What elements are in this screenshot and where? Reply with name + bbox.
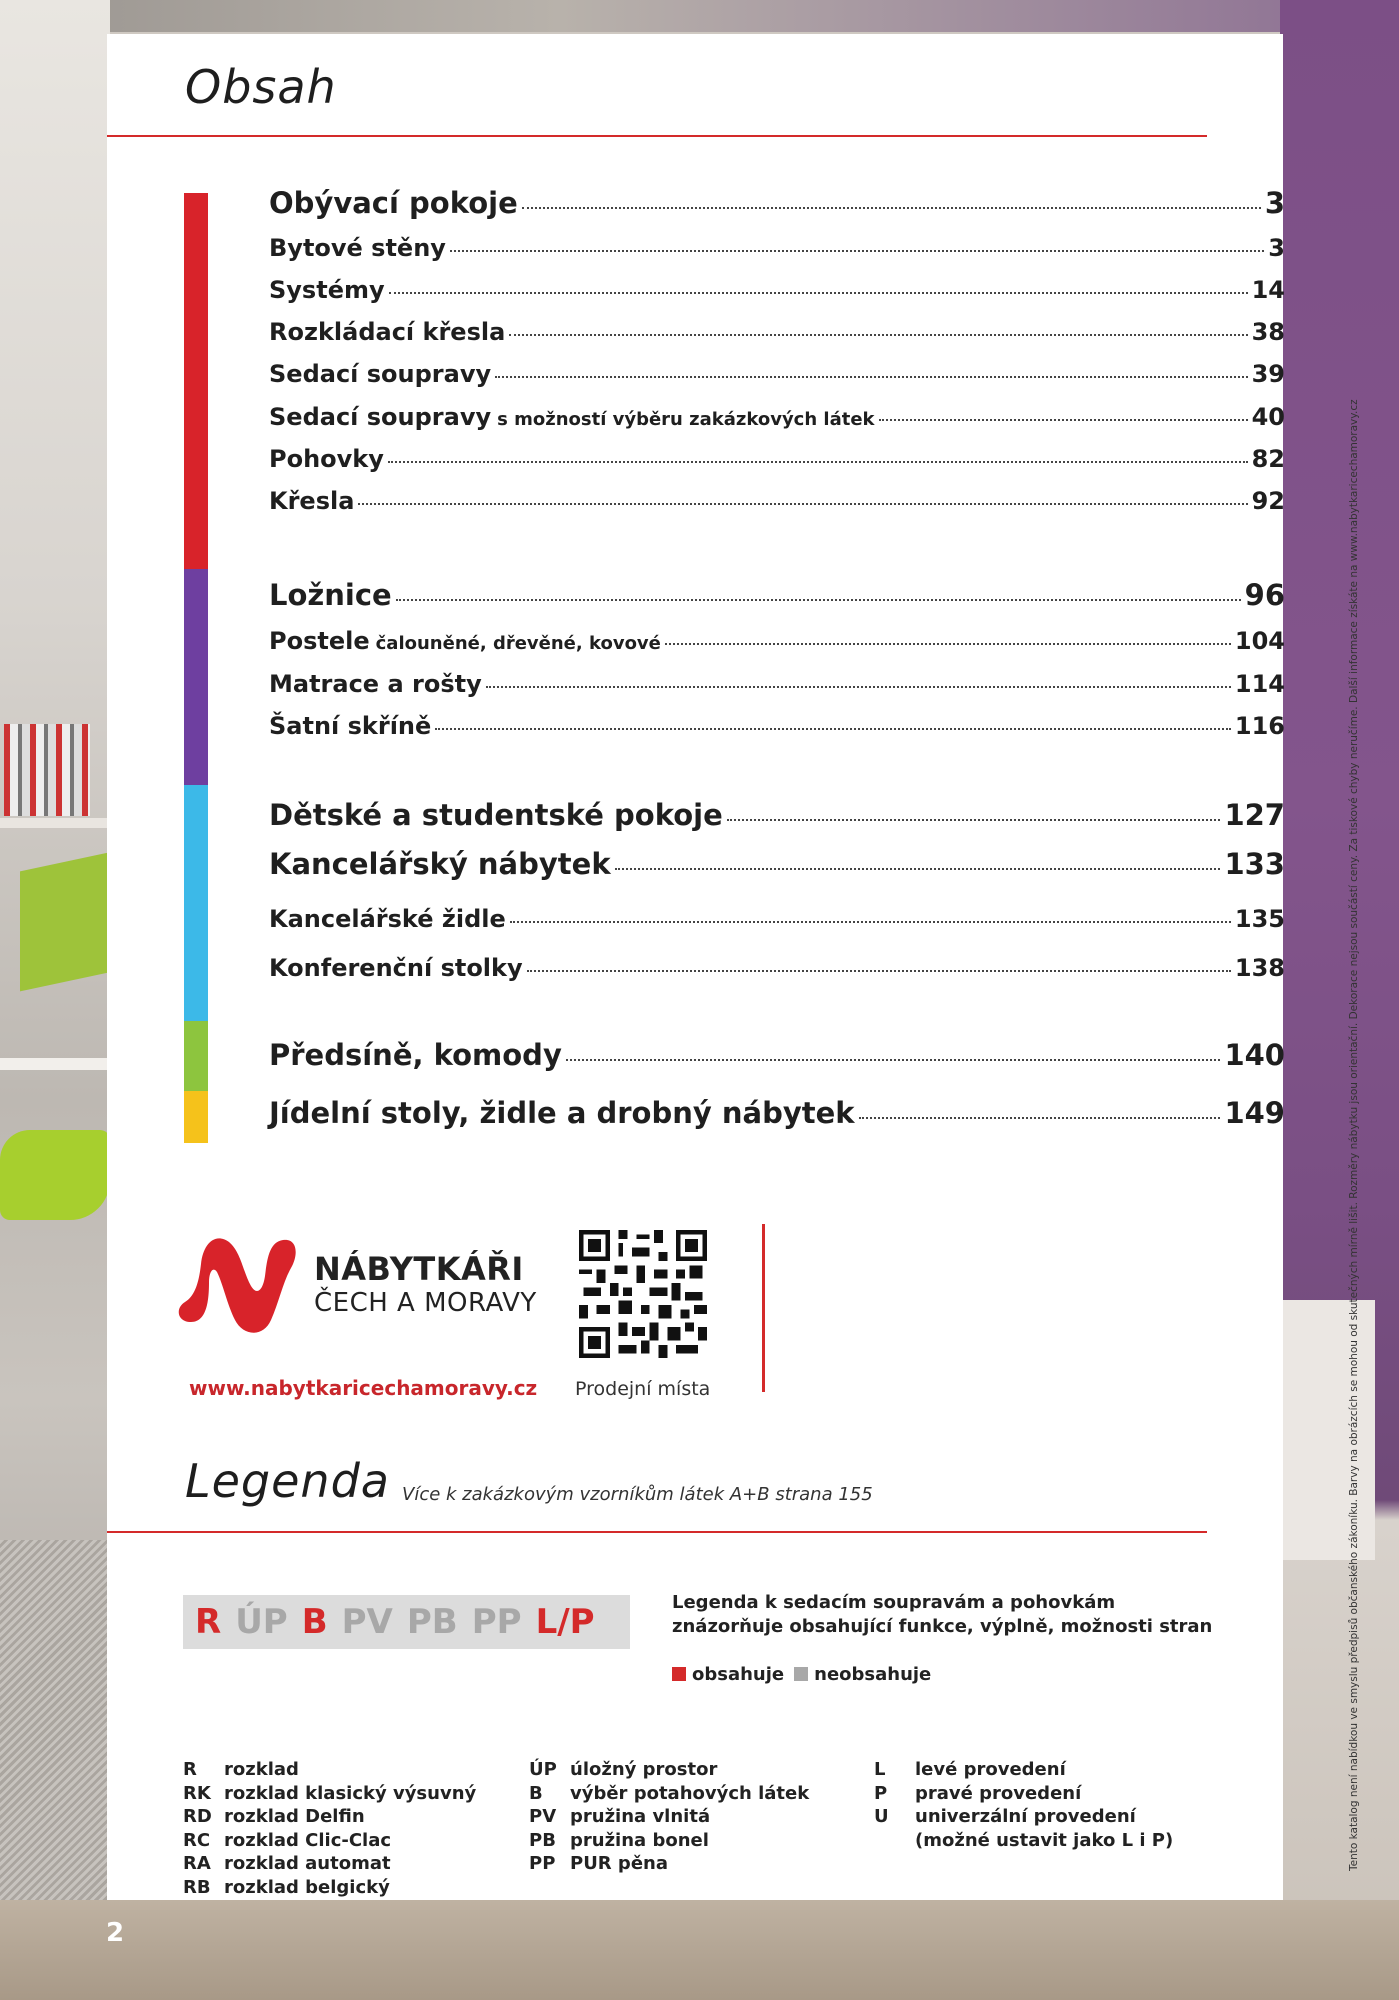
abbreviation-item: [529, 1805, 809, 1829]
abbreviation-key: RB: [183, 1876, 211, 1898]
toc-leader: [566, 1059, 1221, 1061]
toc-entry-page: 40: [1251, 403, 1285, 431]
toc-entry-page: 39: [1251, 360, 1285, 388]
feature-abbreviation-bar: [183, 1595, 630, 1649]
abbreviation-key: U: [874, 1806, 889, 1827]
gray-square-icon: [794, 1667, 808, 1681]
page-number: 2: [106, 1918, 125, 1948]
toc-leader: [486, 686, 1231, 688]
abbr-pb: PB: [406, 1602, 458, 1642]
background-chair: [0, 1130, 110, 1220]
legend-title: Legenda: [185, 1454, 390, 1508]
abbreviation-item: [183, 1829, 476, 1853]
abbreviation-item: [874, 1805, 1173, 1829]
abbreviation-key: PV: [529, 1806, 557, 1827]
toc-entry-page: 138: [1234, 954, 1285, 982]
toc-entry[interactable]: [269, 905, 1285, 933]
legend-key-not-contains: [794, 1664, 931, 1685]
qr-caption: Prodejní místa: [575, 1378, 711, 1400]
toc-leader: [522, 207, 1261, 209]
abbreviation-value: rozklad klasický výsuvný: [224, 1782, 477, 1804]
abbreviation-key: RK: [183, 1782, 211, 1804]
colorbar-living: [184, 193, 208, 569]
background-purple-wall: [1280, 0, 1399, 2000]
toc-entry[interactable]: [269, 712, 1285, 740]
background-floor: [0, 1900, 1399, 2000]
toc-entry-page: 127: [1224, 798, 1285, 832]
abbreviation-value: PUR pěna: [570, 1853, 668, 1874]
toc-entry[interactable]: [269, 1038, 1285, 1072]
background-books: [4, 724, 90, 816]
abbreviation-key: PB: [529, 1829, 556, 1851]
toc-entry-label: Matrace a rošty: [269, 670, 482, 698]
toc-entry-page: 38: [1251, 318, 1285, 346]
abbreviation-item: [183, 1758, 476, 1782]
legend-keys: [672, 1664, 931, 1685]
brand-name-line1: NÁBYTKÁŘI: [314, 1250, 524, 1288]
background-cabinet: [1280, 1300, 1375, 1560]
toc-leader: [495, 376, 1247, 378]
abbreviation-key: RA: [183, 1853, 211, 1874]
toc-title-rule: [107, 135, 1207, 137]
toc-leader: [389, 292, 1248, 294]
legend-description-line: znázorňuje obsahující funkce, výplně, možnosti stran: [672, 1616, 1213, 1637]
legend-key-label: obsahuje: [692, 1664, 785, 1685]
toc-entry[interactable]: [269, 234, 1285, 262]
legend-title-rule: [107, 1531, 1207, 1533]
toc-entry-sublabel: čalouněné, dřevěné, kovové: [375, 633, 661, 654]
abbreviation-item: [874, 1758, 1173, 1782]
abbreviation-item: [529, 1758, 809, 1782]
toc-entry-label: Obývací pokoje: [269, 186, 518, 220]
toc-entry-page: 140: [1224, 1038, 1285, 1072]
toc-entry-label: Bytové stěny: [269, 234, 446, 262]
toc-leader: [727, 819, 1221, 821]
toc-entry-label: Postele: [269, 627, 370, 655]
abbreviation-item: [529, 1782, 809, 1806]
abbreviation-key: ÚP: [529, 1759, 557, 1780]
disclaimer-note: Tento katalog není nabídkou ve smyslu předpisů občanského zákoníku. Barvy na obrázcích se mohou od skutečných mírně lišit. Rozměry nábytku jsou orientační. Dekorace nejsou součástí ceny. Za tiskové chyby neručíme. Další informace získáte na www.nabytkaricechamoravy.cz: [1348, 399, 1360, 1871]
toc-entry-label: Kancelářský nábytek: [269, 847, 611, 881]
toc-leader: [450, 250, 1264, 252]
abbreviation-key: PP: [529, 1853, 556, 1874]
abbreviation-value: univerzální provedení: [915, 1806, 1136, 1827]
toc-leader: [388, 461, 1248, 463]
toc-entry-label: Křesla: [269, 487, 355, 515]
brand-logo-icon: [171, 1224, 301, 1344]
toc-entry-label: Kancelářské židle: [269, 905, 506, 933]
brand-website-link[interactable]: www.nabytkaricechamoravy.cz: [189, 1376, 538, 1400]
brand-name-line2: ČECH A MORAVY: [314, 1288, 537, 1318]
colorbar-dining: [184, 1091, 208, 1143]
toc-entry-label: Šatní skříně: [269, 712, 432, 740]
abbr-pp: PP: [471, 1602, 522, 1642]
catalog-page: [107, 34, 1360, 1900]
abbreviation-list-1: [183, 1758, 476, 1899]
toc-entry[interactable]: [269, 276, 1285, 304]
abbreviation-value: pružina bonel: [570, 1829, 709, 1851]
background-rug: [0, 1540, 110, 1900]
toc-entry[interactable]: [269, 578, 1285, 612]
abbreviation-value: pružina vlnitá: [570, 1806, 711, 1827]
toc-entry-label: Systémy: [269, 276, 385, 304]
toc-entry-label: Dětské a studentské pokoje: [269, 798, 723, 832]
toc-entry[interactable]: [269, 318, 1285, 346]
toc-leader: [859, 1117, 1221, 1119]
legend-key-label: neobsahuje: [814, 1664, 932, 1685]
toc-entry[interactable]: [269, 798, 1285, 832]
toc-entry-sublabel: s možností výběru zakázkových látek: [497, 409, 875, 430]
abbreviation-value: úložný prostor: [570, 1759, 718, 1780]
toc-leader: [396, 599, 1241, 601]
abbreviation-item: [529, 1829, 809, 1853]
abbr-up: ÚP: [235, 1602, 288, 1642]
legend-description-line: Legenda k sedacím soupravám a pohovkám: [672, 1592, 1116, 1613]
toc-entry[interactable]: [269, 186, 1285, 220]
toc-entry-label: Sedací soupravy: [269, 360, 492, 388]
toc-entry[interactable]: [269, 954, 1285, 982]
toc-title: Obsah: [185, 60, 337, 114]
legend-subtitle: Více k zakázkovým vzorníkům látek A+B strana 155: [402, 1484, 873, 1505]
abbreviation-value: rozklad: [224, 1759, 299, 1780]
toc-entry[interactable]: [269, 445, 1285, 473]
background-desk: [0, 1058, 108, 1070]
abbreviation-item: [183, 1805, 476, 1829]
abbreviation-value: pravé provedení: [915, 1782, 1082, 1804]
toc-leader: [665, 643, 1231, 645]
qr-code-icon[interactable]: [579, 1230, 707, 1358]
abbreviation-item: [874, 1829, 1173, 1853]
abbreviation-value: rozklad Clic-Clac: [224, 1829, 392, 1851]
abbreviation-item: [183, 1876, 476, 1900]
abbr-b: B: [301, 1602, 328, 1642]
toc-entry[interactable]: [269, 1096, 1285, 1130]
toc-leader: [510, 921, 1231, 923]
toc-entry[interactable]: [269, 487, 1285, 515]
toc-entry-page: 104: [1234, 627, 1285, 655]
toc-entry-label: Rozkládací křesla: [269, 318, 506, 346]
toc-entry-label: Sedací soupravy: [269, 403, 492, 431]
abbreviation-key: P: [874, 1782, 888, 1804]
background-photo-top: [0, 0, 1399, 32]
toc-entry-label: Konferenční stolky: [269, 954, 523, 982]
toc-entry[interactable]: [269, 847, 1285, 881]
toc-entry[interactable]: [269, 403, 1285, 431]
toc-entry-page: 135: [1234, 905, 1285, 933]
toc-entry-page: 114: [1234, 670, 1285, 698]
toc-entry-page: 149: [1224, 1096, 1285, 1130]
toc-leader: [527, 970, 1231, 972]
colorbar-kids-office: [184, 785, 208, 1021]
toc-leader: [435, 728, 1231, 730]
brand-divider: [762, 1224, 765, 1392]
toc-leader: [879, 419, 1248, 421]
toc-entry-label: Pohovky: [269, 445, 384, 473]
abbreviation-item: [183, 1852, 476, 1876]
abbreviation-key: [874, 1829, 915, 1853]
abbreviation-value: levé provedení: [915, 1759, 1066, 1780]
toc-entry[interactable]: [269, 670, 1285, 698]
background-folder: [20, 853, 108, 992]
toc-entry-page: 116: [1234, 712, 1285, 740]
abbreviation-key: R: [183, 1759, 197, 1780]
abbr-r: R: [195, 1602, 222, 1642]
abbreviation-value: výběr potahových látek: [570, 1782, 810, 1804]
toc-entry-page: 96: [1244, 578, 1285, 612]
toc-entry-page: 92: [1251, 487, 1285, 515]
toc-entry-page: 14: [1251, 276, 1285, 304]
colorbar-bedroom: [184, 569, 208, 785]
abbr-lp: L/P: [535, 1602, 595, 1642]
abbreviation-key: RD: [183, 1806, 212, 1827]
abbreviation-key: RC: [183, 1829, 211, 1851]
abbreviation-item: [874, 1782, 1173, 1806]
colorbar-hall: [184, 1021, 208, 1091]
toc-entry-page: 3: [1268, 234, 1285, 262]
toc-entry-label: Jídelní stoly, židle a drobný nábytek: [269, 1096, 855, 1130]
toc-leader: [509, 334, 1247, 336]
abbreviation-value: rozklad automat: [224, 1853, 391, 1874]
toc-leader: [358, 503, 1247, 505]
toc-entry[interactable]: [269, 360, 1285, 388]
abbreviation-key: L: [874, 1759, 886, 1780]
red-square-icon: [672, 1667, 686, 1681]
abbreviation-item: [529, 1852, 809, 1876]
abbreviation-key: B: [529, 1782, 543, 1804]
toc-entry-page: 82: [1251, 445, 1285, 473]
toc-entry-label: Předsíně, komody: [269, 1038, 562, 1072]
toc-leader: [615, 868, 1221, 870]
abbreviation-item: [183, 1782, 476, 1806]
abbreviation-value: rozklad Delfin: [224, 1806, 365, 1827]
abbreviation-value: rozklad belgický: [224, 1876, 390, 1898]
abbreviation-list-3: [874, 1758, 1173, 1852]
toc-entry-label: Ložnice: [269, 578, 392, 612]
legend-key-contains: [672, 1664, 784, 1685]
toc-entry-page: 133: [1224, 847, 1285, 881]
abbr-pv: PV: [341, 1602, 393, 1642]
toc-entry[interactable]: [269, 627, 1285, 655]
toc-entry-page: 3: [1264, 186, 1285, 220]
legend-description: [672, 1591, 1212, 1639]
abbreviation-value: (možné ustavit jako L i P): [915, 1829, 1174, 1851]
abbreviation-list-2: [529, 1758, 809, 1876]
background-shelf: [0, 818, 108, 828]
